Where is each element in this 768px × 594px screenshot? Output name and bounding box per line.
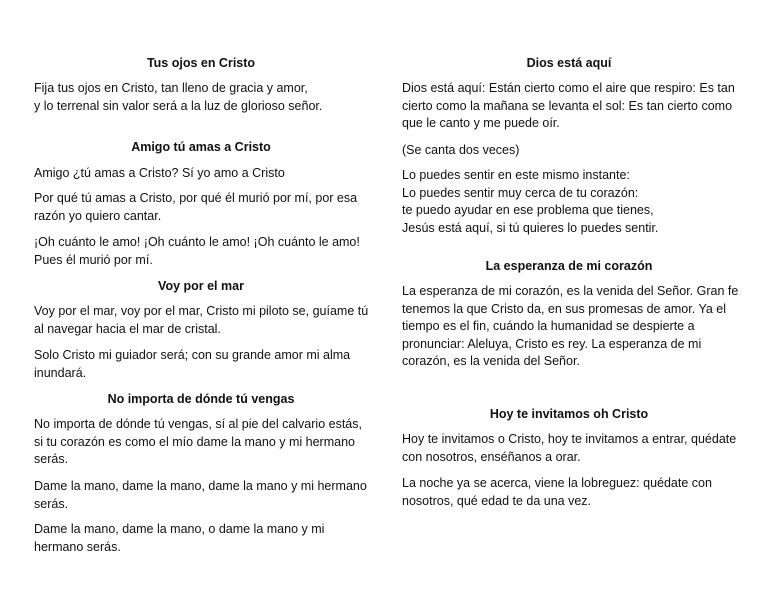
verse-line: Jesús está aquí, si tú quieres lo puedes sentir. xyxy=(402,220,659,235)
verse-line: La noche ya se acerca, viene la lobreguez: quédate con xyxy=(402,476,712,490)
verse-line: Lo puedes sentir en este mismo instante: xyxy=(402,168,630,182)
verse-no-importa-3 xyxy=(34,521,368,556)
verse-dios-1 xyxy=(402,80,736,133)
song-title-dios-esta-aqui: Dios está aquí xyxy=(526,56,612,70)
song-title-la-esperanza: La esperanza de mi corazón xyxy=(485,259,653,273)
verse-line: al navegar hacia el mar de cristal. xyxy=(34,321,221,336)
verse-line: tenemos la que Cristo da, en sus promesas de amor. Ya el xyxy=(402,301,727,316)
song-title-no-importa: No importa de dónde tú vengas xyxy=(107,392,295,406)
verse-amigo-3 xyxy=(34,234,368,269)
song-title-hoy-te-invitamos: Hoy te invitamos oh Cristo xyxy=(489,407,649,421)
verse-line: hermano serás. xyxy=(34,539,121,554)
verse-line: Amigo ¿tú amas a Cristo? Sí yo amo a Cristo xyxy=(34,166,285,180)
verse-line: No importa de dónde tú vengas, sí al pie del calvario estás, xyxy=(34,417,362,431)
verse-line: si tu corazón es como el mío dame la mano y mi hermano xyxy=(34,434,355,449)
verse-line: Pues él murió por mí. xyxy=(34,252,153,267)
verse-line: La esperanza de mi corazón, es la venida del Señor. Gran fe xyxy=(402,284,739,298)
verse-line: que le canto y me puede oír. xyxy=(402,116,560,130)
verse-line: Hoy te invitamos o Cristo, hoy te invitamos a entrar, quédate xyxy=(402,432,737,446)
verse-dios-2 xyxy=(402,142,736,160)
verse-line: inundará. xyxy=(34,365,87,380)
verse-line: Solo Cristo mi guiador será; con su grande amor mi alma xyxy=(34,348,351,362)
verse-line: ¡Oh cuánto le amo! ¡Oh cuánto le amo! ¡Oh cuánto le amo! xyxy=(34,235,360,249)
verse-amigo-1 xyxy=(34,165,368,183)
verse-line: cierto como la mañana se levanta el sol: Es tan cierto como xyxy=(402,98,733,113)
verse-line: Voy por el mar, voy por el mar, Cristo mi piloto se, guíame tú xyxy=(34,304,369,318)
verse-tus-ojos xyxy=(34,80,368,115)
verse-amigo-2 xyxy=(34,190,368,225)
verse-no-importa-1 xyxy=(34,416,368,469)
song-title-amigo: Amigo tú amas a Cristo xyxy=(131,140,271,154)
verse-line: Dame la mano, dame la mano, dame la mano y mi hermano xyxy=(34,479,367,493)
verse-line: y lo terrenal sin valor será a la luz de glorioso señor. xyxy=(34,98,323,113)
verse-line: pronunciar: Aleluya, Cristo es rey. La esperanza de mi xyxy=(402,336,702,351)
verse-line: nosotros, qué edad te da una vez. xyxy=(402,493,592,508)
verse-line: corazón, es la venida del Señor. xyxy=(402,354,580,368)
verse-line: Fija tus ojos en Cristo, tan lleno de gracia y amor, xyxy=(34,81,308,95)
verse-line: Por qué tú amas a Cristo, por qué él murió por mí, por esa xyxy=(34,191,358,205)
verse-line: razón yo quiero cantar. xyxy=(34,208,162,223)
verse-line: Lo puedes sentir muy cerca de tu corazón: xyxy=(402,185,639,200)
verse-line: tiempo es el fin, cuándo la humanidad se despierte a xyxy=(402,319,695,333)
verse-esperanza xyxy=(402,283,739,371)
song-title-voy-por-el-mar: Voy por el mar xyxy=(158,279,244,293)
verse-line: Dios está aquí: Están cierto como el aire que respiro: Es tan xyxy=(402,81,735,95)
verse-line: con nosotros, enséñanos a orar. xyxy=(402,449,581,464)
verse-line: Dame la mano, dame la mano, o dame la mano y mi xyxy=(34,522,325,536)
verse-line: (Se canta dos veces) xyxy=(402,143,520,157)
verse-hoy-1 xyxy=(402,431,736,466)
verse-no-importa-2 xyxy=(34,478,368,513)
verse-line: serás. xyxy=(34,452,69,466)
verse-hoy-2 xyxy=(402,475,736,510)
verse-line: te puedo ayudar en ese problema que tienes, xyxy=(402,203,654,217)
verse-voy-2 xyxy=(34,347,368,382)
verse-dios-3 xyxy=(402,167,736,237)
verse-voy-1 xyxy=(34,303,368,338)
verse-line: serás. xyxy=(34,496,69,511)
song-title-tus-ojos: Tus ojos en Cristo xyxy=(146,56,256,70)
